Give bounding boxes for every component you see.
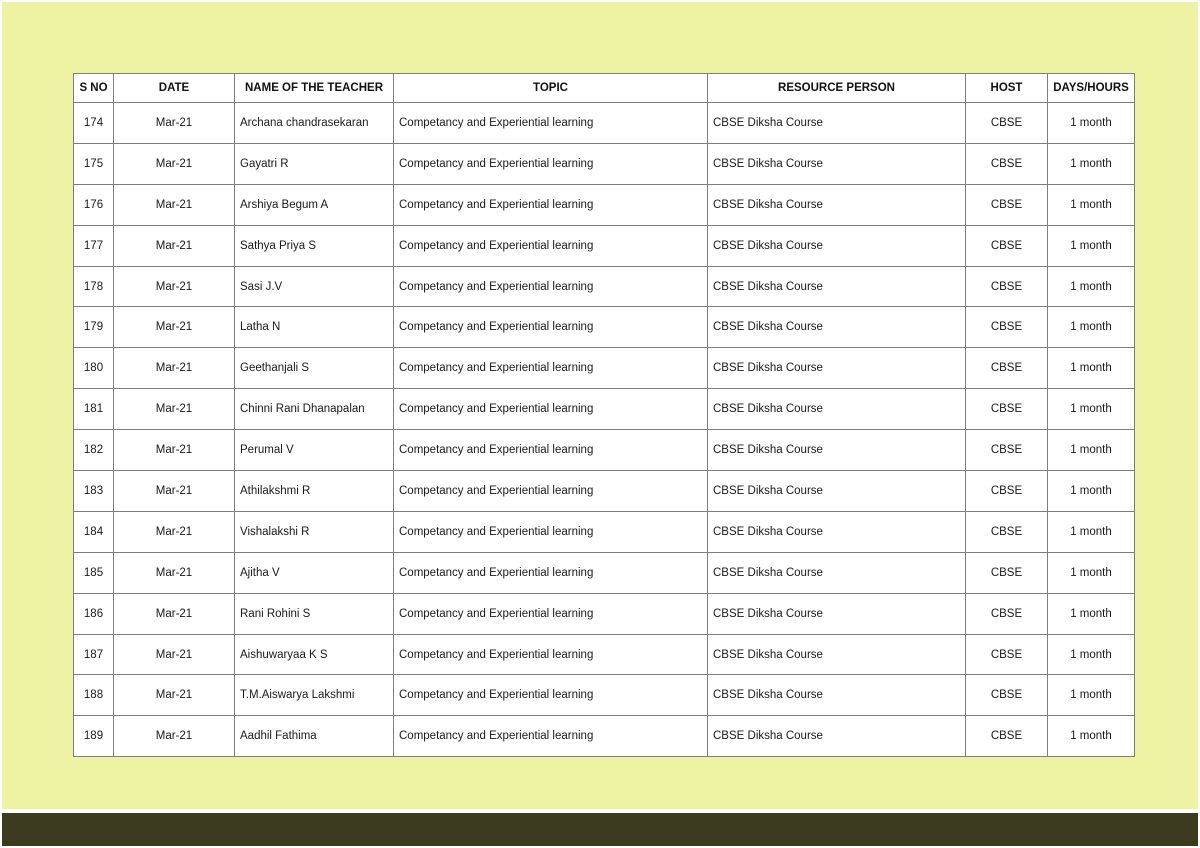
cell-date: Mar-21 [114, 430, 235, 471]
cell-host: CBSE [966, 430, 1048, 471]
cell-date: Mar-21 [114, 511, 235, 552]
cell-days-hours: 1 month [1048, 307, 1135, 348]
cell-host: CBSE [966, 511, 1048, 552]
cell-teacher-name: Aadhil Fathima [235, 716, 394, 757]
cell-host: CBSE [966, 103, 1048, 144]
cell-sno: 178 [74, 266, 114, 307]
header-sno: S NO [74, 74, 114, 103]
cell-topic: Competancy and Experiential learning [394, 225, 708, 266]
cell-host: CBSE [966, 348, 1048, 389]
cell-sno: 186 [74, 593, 114, 634]
cell-topic: Competancy and Experiential learning [394, 593, 708, 634]
cell-sno: 180 [74, 348, 114, 389]
table-row [74, 184, 1135, 225]
cell-topic: Competancy and Experiential learning [394, 634, 708, 675]
cell-resource-person: CBSE Diksha Course [708, 389, 966, 430]
cell-host: CBSE [966, 307, 1048, 348]
cell-days-hours: 1 month [1048, 634, 1135, 675]
cell-topic: Competancy and Experiential learning [394, 675, 708, 716]
cell-date: Mar-21 [114, 307, 235, 348]
cell-teacher-name: Chinni Rani Dhanapalan [235, 389, 394, 430]
table-row [74, 634, 1135, 675]
cell-date: Mar-21 [114, 348, 235, 389]
cell-resource-person: CBSE Diksha Course [708, 266, 966, 307]
cell-topic: Competancy and Experiential learning [394, 143, 708, 184]
cell-sno: 175 [74, 143, 114, 184]
cell-days-hours: 1 month [1048, 225, 1135, 266]
cell-teacher-name: Geethanjali S [235, 348, 394, 389]
cell-topic: Competancy and Experiential learning [394, 184, 708, 225]
cell-host: CBSE [966, 593, 1048, 634]
cell-days-hours: 1 month [1048, 430, 1135, 471]
cell-days-hours: 1 month [1048, 675, 1135, 716]
cell-date: Mar-21 [114, 716, 235, 757]
cell-resource-person: CBSE Diksha Course [708, 552, 966, 593]
cell-resource-person: CBSE Diksha Course [708, 471, 966, 512]
cell-topic: Competancy and Experiential learning [394, 103, 708, 144]
cell-sno: 187 [74, 634, 114, 675]
cell-topic: Competancy and Experiential learning [394, 471, 708, 512]
cell-host: CBSE [966, 184, 1048, 225]
cell-teacher-name: Arshiya Begum A [235, 184, 394, 225]
cell-date: Mar-21 [114, 634, 235, 675]
cell-host: CBSE [966, 143, 1048, 184]
table-row [74, 143, 1135, 184]
table-row [74, 716, 1135, 757]
cell-topic: Competancy and Experiential learning [394, 552, 708, 593]
cell-resource-person: CBSE Diksha Course [708, 143, 966, 184]
cell-resource-person: CBSE Diksha Course [708, 225, 966, 266]
cell-days-hours: 1 month [1048, 103, 1135, 144]
header-date: DATE [114, 74, 235, 103]
table-row [74, 471, 1135, 512]
cell-days-hours: 1 month [1048, 184, 1135, 225]
cell-host: CBSE [966, 716, 1048, 757]
cell-sno: 184 [74, 511, 114, 552]
cell-days-hours: 1 month [1048, 348, 1135, 389]
cell-sno: 176 [74, 184, 114, 225]
cell-sno: 183 [74, 471, 114, 512]
cell-sno: 179 [74, 307, 114, 348]
cell-host: CBSE [966, 634, 1048, 675]
header-host: HOST [966, 74, 1048, 103]
cell-teacher-name: Ajitha V [235, 552, 394, 593]
table-row [74, 389, 1135, 430]
cell-topic: Competancy and Experiential learning [394, 389, 708, 430]
cell-date: Mar-21 [114, 593, 235, 634]
cell-resource-person: CBSE Diksha Course [708, 511, 966, 552]
cell-resource-person: CBSE Diksha Course [708, 348, 966, 389]
cell-date: Mar-21 [114, 471, 235, 512]
cell-days-hours: 1 month [1048, 389, 1135, 430]
cell-date: Mar-21 [114, 143, 235, 184]
cell-topic: Competancy and Experiential learning [394, 266, 708, 307]
cell-host: CBSE [966, 389, 1048, 430]
cell-resource-person: CBSE Diksha Course [708, 430, 966, 471]
cell-resource-person: CBSE Diksha Course [708, 716, 966, 757]
cell-teacher-name: Archana chandrasekaran [235, 103, 394, 144]
teacher-training-table [73, 73, 1135, 757]
table-row [74, 675, 1135, 716]
cell-teacher-name: Vishalakshi R [235, 511, 394, 552]
cell-teacher-name: Aishuwaryaa K S [235, 634, 394, 675]
header-days-hours: DAYS/HOURS [1048, 74, 1135, 103]
cell-topic: Competancy and Experiential learning [394, 430, 708, 471]
table-row [74, 511, 1135, 552]
cell-topic: Competancy and Experiential learning [394, 716, 708, 757]
header-teacher-name: NAME OF THE TEACHER [235, 74, 394, 103]
cell-teacher-name: Sathya Priya S [235, 225, 394, 266]
table-row [74, 430, 1135, 471]
cell-resource-person: CBSE Diksha Course [708, 184, 966, 225]
table-row [74, 225, 1135, 266]
cell-host: CBSE [966, 225, 1048, 266]
table-row [74, 266, 1135, 307]
table-row [74, 348, 1135, 389]
table-row [74, 307, 1135, 348]
cell-date: Mar-21 [114, 675, 235, 716]
cell-teacher-name: Athilakshmi R [235, 471, 394, 512]
cell-host: CBSE [966, 266, 1048, 307]
cell-days-hours: 1 month [1048, 511, 1135, 552]
cell-host: CBSE [966, 471, 1048, 512]
cell-teacher-name: Sasi J.V [235, 266, 394, 307]
cell-days-hours: 1 month [1048, 552, 1135, 593]
cell-teacher-name: T.M.Aiswarya Lakshmi [235, 675, 394, 716]
cell-days-hours: 1 month [1048, 471, 1135, 512]
cell-resource-person: CBSE Diksha Course [708, 307, 966, 348]
cell-sno: 185 [74, 552, 114, 593]
cell-host: CBSE [966, 675, 1048, 716]
table-row [74, 103, 1135, 144]
cell-date: Mar-21 [114, 184, 235, 225]
cell-days-hours: 1 month [1048, 593, 1135, 634]
table-header-row [74, 74, 1135, 103]
cell-days-hours: 1 month [1048, 266, 1135, 307]
table-row [74, 593, 1135, 634]
cell-sno: 177 [74, 225, 114, 266]
table-body [74, 103, 1135, 757]
cell-teacher-name: Perumal V [235, 430, 394, 471]
cell-sno: 181 [74, 389, 114, 430]
cell-date: Mar-21 [114, 103, 235, 144]
cell-resource-person: CBSE Diksha Course [708, 103, 966, 144]
cell-topic: Competancy and Experiential learning [394, 348, 708, 389]
cell-days-hours: 1 month [1048, 716, 1135, 757]
cell-resource-person: CBSE Diksha Course [708, 634, 966, 675]
footer-bar [2, 813, 1198, 846]
cell-resource-person: CBSE Diksha Course [708, 675, 966, 716]
cell-resource-person: CBSE Diksha Course [708, 593, 966, 634]
header-topic: TOPIC [394, 74, 708, 103]
cell-date: Mar-21 [114, 266, 235, 307]
cell-teacher-name: Gayatri R [235, 143, 394, 184]
cell-date: Mar-21 [114, 389, 235, 430]
cell-topic: Competancy and Experiential learning [394, 511, 708, 552]
cell-teacher-name: Latha N [235, 307, 394, 348]
cell-sno: 189 [74, 716, 114, 757]
cell-days-hours: 1 month [1048, 143, 1135, 184]
cell-date: Mar-21 [114, 225, 235, 266]
table-row [74, 552, 1135, 593]
cell-topic: Competancy and Experiential learning [394, 307, 708, 348]
cell-sno: 174 [74, 103, 114, 144]
header-resource-person: RESOURCE PERSON [708, 74, 966, 103]
cell-sno: 188 [74, 675, 114, 716]
cell-teacher-name: Rani Rohini S [235, 593, 394, 634]
cell-date: Mar-21 [114, 552, 235, 593]
cell-host: CBSE [966, 552, 1048, 593]
cell-sno: 182 [74, 430, 114, 471]
